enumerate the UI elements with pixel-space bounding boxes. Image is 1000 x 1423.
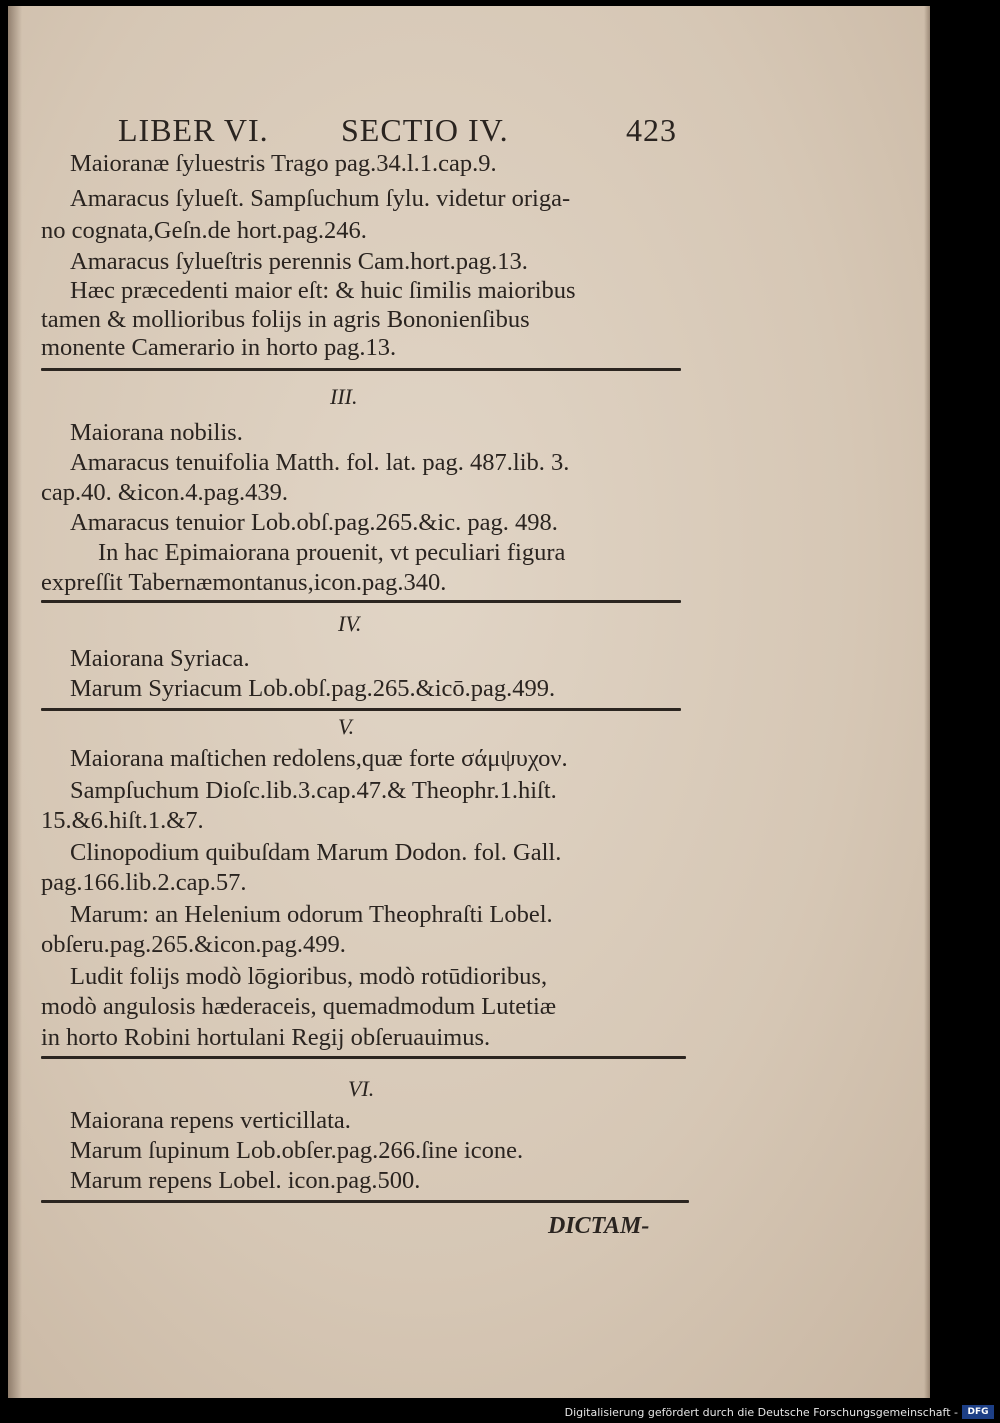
- section-divider: [41, 368, 681, 371]
- text-line: monente Camerario in horto pag.13.: [41, 334, 397, 361]
- text-line: Amaracus ſylueſt. Sampſuchum ſylu. videtur origa-: [70, 185, 571, 212]
- text-line: Clinopodium quibuſdam Marum Dodon. fol. Gall.: [70, 839, 562, 866]
- text-line: Maiorana repens verticillata.: [70, 1107, 351, 1134]
- page-edge: [924, 6, 930, 1398]
- text-line: in horto Robini hortulani Regij obſeruauimus.: [41, 1024, 491, 1051]
- text-line: expreſſit Tabernæmontanus,icon.pag.340.: [41, 569, 447, 596]
- section-number: VI.: [348, 1076, 375, 1101]
- text-line: Amaracus ſylueſtris perennis Cam.hort.pag.13.: [70, 248, 528, 275]
- section-divider: [41, 1056, 686, 1059]
- funding-credit: Digitalisierung gefördert durch die Deutsche Forschungsgemeinschaft -: [564, 1406, 958, 1419]
- text-line: Amaracus tenuifolia Matth. fol. lat. pag. 487.lib. 3.: [70, 449, 570, 476]
- text-line: Marum repens Lobel. icon.pag.500.: [70, 1167, 421, 1194]
- text-line: Marum: an Helenium odorum Theophraſti Lobel.: [70, 901, 553, 928]
- section-divider: [41, 1200, 689, 1203]
- footer-bar: [0, 1402, 1000, 1423]
- text-line: Sampſuchum Dioſc.lib.3.cap.47.& Theophr.1.hiſt.: [70, 777, 557, 804]
- text-line: obſeru.pag.265.&icon.pag.499.: [41, 931, 346, 958]
- book-page: [8, 6, 930, 1398]
- text-line: Marum Syriacum Lob.obſ.pag.265.&icō.pag.499.: [70, 675, 556, 702]
- running-header-section: SECTIO IV.: [341, 112, 509, 148]
- text-line: Maioranæ ſyluestris Trago pag.34.l.1.cap.9.: [70, 150, 497, 177]
- text-line: pag.166.lib.2.cap.57.: [41, 869, 247, 896]
- text-line: no cognata,Geſn.de hort.pag.246.: [41, 217, 367, 244]
- text-line: tamen & mollioribus folijs in agris Bononienſibus: [41, 306, 530, 333]
- gutter-shadow: [8, 6, 22, 1398]
- text-line: Amaracus tenuior Lob.obſ.pag.265.&ic. pag. 498.: [70, 509, 558, 536]
- text-line: 15.&6.hiſt.1.&7.: [41, 807, 204, 834]
- text-line: Ludit folijs modò lōgioribus, modò rotūdioribus,: [70, 963, 548, 990]
- text-line: Maiorana nobilis.: [70, 419, 243, 446]
- text-line: modò angulosis hæderaceis, quemadmodum Lutetiæ: [41, 993, 557, 1020]
- section-divider: [41, 708, 681, 711]
- page-number: 423: [626, 112, 677, 148]
- text-line: cap.40. &icon.4.pag.439.: [41, 479, 288, 506]
- section-number: IV.: [338, 611, 362, 636]
- text-line: Hæc præcedenti maior eſt: & huic ſimilis maioribus: [70, 277, 576, 304]
- section-number: V.: [338, 714, 355, 739]
- section-divider: [41, 600, 681, 603]
- dfg-logo: DFG: [962, 1405, 994, 1419]
- section-number: III.: [330, 384, 358, 409]
- catchword: DICTAM-: [548, 1213, 650, 1239]
- text-line: Maiorana Syriaca.: [70, 645, 250, 672]
- text-line: Maiorana maſtichen redolens,quæ forte σάμψυχον.: [70, 745, 568, 772]
- text-line: In hac Epimaiorana prouenit, vt peculiari figura: [98, 539, 566, 566]
- running-header-book: LIBER VI.: [118, 112, 269, 148]
- text-line: Marum ſupinum Lob.obſer.pag.266.ſine icone.: [70, 1137, 524, 1164]
